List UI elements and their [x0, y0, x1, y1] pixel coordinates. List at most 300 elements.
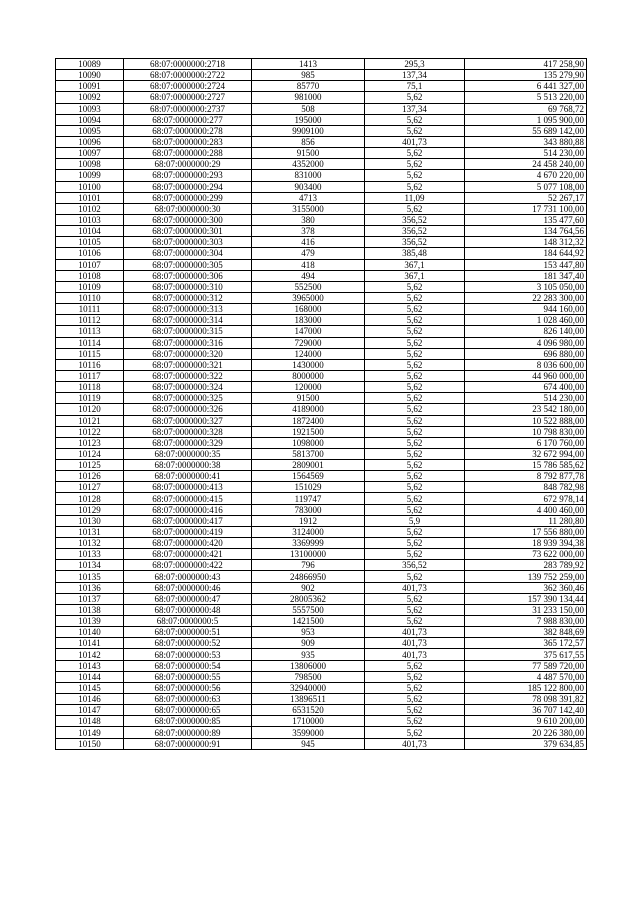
- area-value: 9909100: [252, 125, 365, 136]
- cadastral-number: 68:07:0000000:29: [124, 159, 252, 170]
- area-value: 4352000: [252, 159, 365, 170]
- area-value: 6531520: [252, 705, 365, 716]
- rate-value: 5,62: [365, 292, 465, 303]
- rate-value: 5,62: [365, 504, 465, 515]
- cadastral-value: 848 782,98: [465, 482, 587, 493]
- row-number: 10101: [56, 192, 124, 203]
- table-row: [56, 326, 587, 337]
- table-row: [56, 549, 587, 560]
- rate-value: 5,62: [365, 326, 465, 337]
- rate-value: 401,73: [365, 582, 465, 593]
- row-number: 10146: [56, 694, 124, 705]
- row-number: 10134: [56, 560, 124, 571]
- cadastral-value: 78 098 391,82: [465, 694, 587, 705]
- area-value: 4189000: [252, 404, 365, 415]
- cadastral-value: 283 789,92: [465, 560, 587, 571]
- cadastral-number: 68:07:0000000:417: [124, 515, 252, 526]
- row-number: 10089: [56, 59, 124, 70]
- rate-value: 356,52: [365, 226, 465, 237]
- table-row: [56, 226, 587, 237]
- rate-value: 5,62: [365, 671, 465, 682]
- area-value: 494: [252, 270, 365, 281]
- cadastral-number: 68:07:0000000:2722: [124, 70, 252, 81]
- table-row: [56, 627, 587, 638]
- area-value: 3155000: [252, 203, 365, 214]
- cadastral-number: 68:07:0000000:413: [124, 482, 252, 493]
- rate-value: 11,09: [365, 192, 465, 203]
- cadastral-value: 10 522 888,00: [465, 415, 587, 426]
- area-value: 479: [252, 248, 365, 259]
- area-value: 1710000: [252, 716, 365, 727]
- row-number: 10099: [56, 170, 124, 181]
- table-row: [56, 671, 587, 682]
- table-row: [56, 359, 587, 370]
- cadastral-value: 31 233 150,00: [465, 604, 587, 615]
- area-value: 3599000: [252, 727, 365, 738]
- cadastral-value: 134 764,56: [465, 226, 587, 237]
- cadastral-value: 69 768,72: [465, 103, 587, 114]
- cadastral-value: 24 458 240,00: [465, 159, 587, 170]
- area-value: 91500: [252, 393, 365, 404]
- row-number: 10107: [56, 259, 124, 270]
- cadastral-number: 68:07:0000000:91: [124, 738, 252, 749]
- rate-value: 401,73: [365, 627, 465, 638]
- row-number: 10113: [56, 326, 124, 337]
- area-value: 3965000: [252, 292, 365, 303]
- cadastral-number: 68:07:0000000:305: [124, 259, 252, 270]
- cadastral-value: 8 792 877,78: [465, 471, 587, 482]
- cadastral-number: 68:07:0000000:306: [124, 270, 252, 281]
- cadastral-number: 68:07:0000000:85: [124, 716, 252, 727]
- rate-value: 5,62: [365, 616, 465, 627]
- area-value: 24866950: [252, 571, 365, 582]
- area-value: 91500: [252, 148, 365, 159]
- cadastral-value: 4 096 980,00: [465, 337, 587, 348]
- row-number: 10149: [56, 727, 124, 738]
- area-value: 183000: [252, 315, 365, 326]
- area-value: 953: [252, 627, 365, 638]
- table-row: [56, 393, 587, 404]
- cadastral-number: 68:07:0000000:416: [124, 504, 252, 515]
- table-row: [56, 125, 587, 136]
- cadastral-number: 68:07:0000000:65: [124, 705, 252, 716]
- table-row: [56, 727, 587, 738]
- table-row: [56, 270, 587, 281]
- cadastral-number: 68:07:0000000:300: [124, 214, 252, 225]
- rate-value: 5,62: [365, 493, 465, 504]
- cadastral-value: 375 617,55: [465, 649, 587, 660]
- table-row: [56, 638, 587, 649]
- row-number: 10109: [56, 281, 124, 292]
- cadastral-value: 32 672 994,00: [465, 448, 587, 459]
- table-row: [56, 571, 587, 582]
- table-row: [56, 370, 587, 381]
- table-row: [56, 292, 587, 303]
- cadastral-number: 68:07:0000000:2727: [124, 92, 252, 103]
- row-number: 10142: [56, 649, 124, 660]
- table-row: [56, 415, 587, 426]
- rate-value: 5,62: [365, 538, 465, 549]
- cadastral-value: 20 226 380,00: [465, 727, 587, 738]
- rate-value: 401,73: [365, 638, 465, 649]
- rate-value: 5,62: [365, 203, 465, 214]
- area-value: 1421500: [252, 616, 365, 627]
- cadastral-number: 68:07:0000000:2718: [124, 59, 252, 70]
- row-number: 10126: [56, 471, 124, 482]
- row-number: 10132: [56, 538, 124, 549]
- rate-value: 5,62: [365, 604, 465, 615]
- area-value: 1413: [252, 59, 365, 70]
- table-row: [56, 538, 587, 549]
- area-value: 729000: [252, 337, 365, 348]
- cadastral-number: 68:07:0000000:312: [124, 292, 252, 303]
- table-row: [56, 426, 587, 437]
- table-row: [56, 660, 587, 671]
- cadastral-value: 135 477,60: [465, 214, 587, 225]
- cadastral-value: 17 556 880,00: [465, 526, 587, 537]
- cadastral-value: 148 312,32: [465, 237, 587, 248]
- row-number: 10140: [56, 627, 124, 638]
- row-number: 10103: [56, 214, 124, 225]
- cadastral-number: 68:07:0000000:47: [124, 593, 252, 604]
- cadastral-number: 68:07:0000000:313: [124, 304, 252, 315]
- area-value: 3124000: [252, 526, 365, 537]
- table-row: [56, 738, 587, 749]
- row-number: 10110: [56, 292, 124, 303]
- row-number: 10127: [56, 482, 124, 493]
- table-row: [56, 460, 587, 471]
- area-value: 798500: [252, 671, 365, 682]
- cadastral-value: 944 160,00: [465, 304, 587, 315]
- table-row: [56, 448, 587, 459]
- cadastral-value: 15 786 585,62: [465, 460, 587, 471]
- area-value: 1912: [252, 515, 365, 526]
- rate-value: 356,52: [365, 560, 465, 571]
- area-value: 796: [252, 560, 365, 571]
- row-number: 10093: [56, 103, 124, 114]
- cadastral-number: 68:07:0000000:422: [124, 560, 252, 571]
- rate-value: 401,73: [365, 738, 465, 749]
- rate-value: 137,34: [365, 103, 465, 114]
- table-row: [56, 92, 587, 103]
- area-value: 4713: [252, 192, 365, 203]
- table-row: [56, 649, 587, 660]
- cadastral-number: 68:07:0000000:420: [124, 538, 252, 549]
- area-value: 13896511: [252, 694, 365, 705]
- cadastral-value: 44 960 000,00: [465, 370, 587, 381]
- cadastral-value: 7 988 830,00: [465, 616, 587, 627]
- cadastral-number: 68:07:0000000:324: [124, 382, 252, 393]
- row-number: 10096: [56, 136, 124, 147]
- cadastral-number: 68:07:0000000:51: [124, 627, 252, 638]
- table-row: [56, 694, 587, 705]
- table-row: [56, 404, 587, 415]
- row-number: 10136: [56, 582, 124, 593]
- rate-value: 356,52: [365, 237, 465, 248]
- row-number: 10137: [56, 593, 124, 604]
- row-number: 10131: [56, 526, 124, 537]
- area-value: 935: [252, 649, 365, 660]
- cadastral-number: 68:07:0000000:277: [124, 114, 252, 125]
- table-row: [56, 682, 587, 693]
- cadastral-number: 68:07:0000000:322: [124, 370, 252, 381]
- table-row: [56, 237, 587, 248]
- table-row: [56, 81, 587, 92]
- cadastral-value: 4 400 460,00: [465, 504, 587, 515]
- row-number: 10143: [56, 660, 124, 671]
- table-row: [56, 70, 587, 81]
- cadastral-number: 68:07:0000000:2724: [124, 81, 252, 92]
- cadastral-value: 382 848,69: [465, 627, 587, 638]
- cadastral-number: 68:07:0000000:328: [124, 426, 252, 437]
- rate-value: 5,62: [365, 705, 465, 716]
- cadastral-value: 3 105 050,00: [465, 281, 587, 292]
- cadastral-number: 68:07:0000000:283: [124, 136, 252, 147]
- cadastral-number: 68:07:0000000:315: [124, 326, 252, 337]
- table-row: [56, 515, 587, 526]
- cadastral-number: 68:07:0000000:52: [124, 638, 252, 649]
- row-number: 10116: [56, 359, 124, 370]
- row-number: 10128: [56, 493, 124, 504]
- area-value: 418: [252, 259, 365, 270]
- row-number: 10120: [56, 404, 124, 415]
- rate-value: 5,62: [365, 426, 465, 437]
- row-number: 10118: [56, 382, 124, 393]
- cadastral-value: 139 752 259,00: [465, 571, 587, 582]
- rate-value: 5,62: [365, 382, 465, 393]
- rate-value: 5,62: [365, 359, 465, 370]
- rate-value: 401,73: [365, 136, 465, 147]
- rate-value: 5,62: [365, 315, 465, 326]
- area-value: 3369999: [252, 538, 365, 549]
- row-number: 10145: [56, 682, 124, 693]
- area-value: 32940000: [252, 682, 365, 693]
- rate-value: 5,9: [365, 515, 465, 526]
- rate-value: 5,62: [365, 471, 465, 482]
- table-row: [56, 526, 587, 537]
- area-value: 856: [252, 136, 365, 147]
- table-row: [56, 560, 587, 571]
- row-number: 10148: [56, 716, 124, 727]
- cadastral-number: 68:07:0000000:310: [124, 281, 252, 292]
- rate-value: 5,62: [365, 448, 465, 459]
- cadastral-value-table: [55, 58, 587, 750]
- row-number: 10147: [56, 705, 124, 716]
- table-row: [56, 248, 587, 259]
- area-value: 195000: [252, 114, 365, 125]
- cadastral-number: 68:07:0000000:89: [124, 727, 252, 738]
- cadastral-value: 18 939 394,38: [465, 538, 587, 549]
- rate-value: 385,48: [365, 248, 465, 259]
- rate-value: 75,1: [365, 81, 465, 92]
- area-value: 13806000: [252, 660, 365, 671]
- cadastral-value: 514 230,00: [465, 148, 587, 159]
- table-row: [56, 616, 587, 627]
- area-value: 552500: [252, 281, 365, 292]
- cadastral-value: 5 513 220,00: [465, 92, 587, 103]
- cadastral-value: 52 267,17: [465, 192, 587, 203]
- cadastral-number: 68:07:0000000:326: [124, 404, 252, 415]
- area-value: 902: [252, 582, 365, 593]
- row-number: 10112: [56, 315, 124, 326]
- cadastral-value: 5 077 108,00: [465, 181, 587, 192]
- rate-value: 5,62: [365, 181, 465, 192]
- cadastral-number: 68:07:0000000:327: [124, 415, 252, 426]
- table-row: [56, 170, 587, 181]
- cadastral-value: 36 707 142,40: [465, 705, 587, 716]
- area-value: 124000: [252, 348, 365, 359]
- table-row: [56, 315, 587, 326]
- area-value: 2809001: [252, 460, 365, 471]
- table-row: [56, 582, 587, 593]
- cadastral-value: 343 880,88: [465, 136, 587, 147]
- cadastral-value: 9 610 200,00: [465, 716, 587, 727]
- cadastral-value: 1 095 900,00: [465, 114, 587, 125]
- rate-value: 5,62: [365, 694, 465, 705]
- cadastral-number: 68:07:0000000:53: [124, 649, 252, 660]
- cadastral-value: 73 622 000,00: [465, 549, 587, 560]
- rate-value: 5,62: [365, 170, 465, 181]
- cadastral-value: 22 283 300,00: [465, 292, 587, 303]
- cadastral-value: 826 140,00: [465, 326, 587, 337]
- rate-value: 5,62: [365, 92, 465, 103]
- table-row: [56, 337, 587, 348]
- table-row: [56, 259, 587, 270]
- cadastral-value: 153 447,80: [465, 259, 587, 270]
- area-value: 945: [252, 738, 365, 749]
- cadastral-number: 68:07:0000000:56: [124, 682, 252, 693]
- row-number: 10125: [56, 460, 124, 471]
- rate-value: 5,62: [365, 148, 465, 159]
- cadastral-value: 379 634,85: [465, 738, 587, 749]
- cadastral-number: 68:07:0000000:41: [124, 471, 252, 482]
- area-value: 1098000: [252, 437, 365, 448]
- rate-value: 5,62: [365, 437, 465, 448]
- area-value: 28005362: [252, 593, 365, 604]
- area-value: 151029: [252, 482, 365, 493]
- cadastral-number: 68:07:0000000:299: [124, 192, 252, 203]
- row-number: 10104: [56, 226, 124, 237]
- cadastral-value: 55 689 142,00: [465, 125, 587, 136]
- cadastral-number: 68:07:0000000:325: [124, 393, 252, 404]
- row-number: 10097: [56, 148, 124, 159]
- row-number: 10111: [56, 304, 124, 315]
- rate-value: 5,62: [365, 660, 465, 671]
- rate-value: 5,62: [365, 526, 465, 537]
- rate-value: 5,62: [365, 348, 465, 359]
- cadastral-value: 672 978,14: [465, 493, 587, 504]
- table-row: [56, 593, 587, 604]
- table-row: [56, 382, 587, 393]
- area-value: 119747: [252, 493, 365, 504]
- area-value: 120000: [252, 382, 365, 393]
- cadastral-number: 68:07:0000000:316: [124, 337, 252, 348]
- rate-value: 5,62: [365, 125, 465, 136]
- cadastral-number: 68:07:0000000:301: [124, 226, 252, 237]
- cadastral-value: 77 589 720,00: [465, 660, 587, 671]
- cadastral-number: 68:07:0000000:55: [124, 671, 252, 682]
- area-value: 1921500: [252, 426, 365, 437]
- rate-value: 5,62: [365, 114, 465, 125]
- rate-value: 5,62: [365, 337, 465, 348]
- cadastral-value: 8 036 600,00: [465, 359, 587, 370]
- area-value: 85770: [252, 81, 365, 92]
- cadastral-value: 674 400,00: [465, 382, 587, 393]
- rate-value: 5,62: [365, 404, 465, 415]
- cadastral-number: 68:07:0000000:419: [124, 526, 252, 537]
- row-number: 10139: [56, 616, 124, 627]
- cadastral-number: 68:07:0000000:288: [124, 148, 252, 159]
- row-number: 10123: [56, 437, 124, 448]
- row-number: 10098: [56, 159, 124, 170]
- cadastral-value: 17 731 100,00: [465, 203, 587, 214]
- cadastral-number: 68:07:0000000:30: [124, 203, 252, 214]
- cadastral-value: 362 360,46: [465, 582, 587, 593]
- table-row: [56, 604, 587, 615]
- cadastral-number: 68:07:0000000:421: [124, 549, 252, 560]
- cadastral-number: 68:07:0000000:38: [124, 460, 252, 471]
- area-value: 783000: [252, 504, 365, 515]
- row-number: 10117: [56, 370, 124, 381]
- row-number: 10135: [56, 571, 124, 582]
- cadastral-value: 696 880,00: [465, 348, 587, 359]
- row-number: 10130: [56, 515, 124, 526]
- cadastral-value: 417 258,90: [465, 59, 587, 70]
- table-row: [56, 103, 587, 114]
- row-number: 10129: [56, 504, 124, 515]
- row-number: 10141: [56, 638, 124, 649]
- rate-value: 401,73: [365, 649, 465, 660]
- area-value: 378: [252, 226, 365, 237]
- rate-value: 5,62: [365, 727, 465, 738]
- area-value: 909: [252, 638, 365, 649]
- table-row: [56, 716, 587, 727]
- cadastral-value: 184 644,92: [465, 248, 587, 259]
- area-value: 147000: [252, 326, 365, 337]
- row-number: 10090: [56, 70, 124, 81]
- area-value: 13100000: [252, 549, 365, 560]
- rate-value: 137,34: [365, 70, 465, 81]
- table-row: [56, 348, 587, 359]
- rate-value: 5,62: [365, 281, 465, 292]
- cadastral-value: 181 347,40: [465, 270, 587, 281]
- table-row: [56, 148, 587, 159]
- area-value: 1872400: [252, 415, 365, 426]
- table-row: [56, 482, 587, 493]
- row-number: 10133: [56, 549, 124, 560]
- rate-value: 5,62: [365, 159, 465, 170]
- row-number: 10138: [56, 604, 124, 615]
- area-value: 1430000: [252, 359, 365, 370]
- rate-value: 5,62: [365, 304, 465, 315]
- rate-value: 295,3: [365, 59, 465, 70]
- row-number: 10150: [56, 738, 124, 749]
- cadastral-number: 68:07:0000000:54: [124, 660, 252, 671]
- cadastral-value: 6 441 327,00: [465, 81, 587, 92]
- cadastral-number: 68:07:0000000:329: [124, 437, 252, 448]
- rate-value: 5,62: [365, 549, 465, 560]
- rate-value: 5,62: [365, 482, 465, 493]
- cadastral-number: 68:07:0000000:293: [124, 170, 252, 181]
- cadastral-number: 68:07:0000000:5: [124, 616, 252, 627]
- table-row: [56, 181, 587, 192]
- row-number: 10100: [56, 181, 124, 192]
- rate-value: 5,62: [365, 682, 465, 693]
- area-value: 1564569: [252, 471, 365, 482]
- table-row: [56, 281, 587, 292]
- cadastral-value: 6 170 760,00: [465, 437, 587, 448]
- row-number: 10092: [56, 92, 124, 103]
